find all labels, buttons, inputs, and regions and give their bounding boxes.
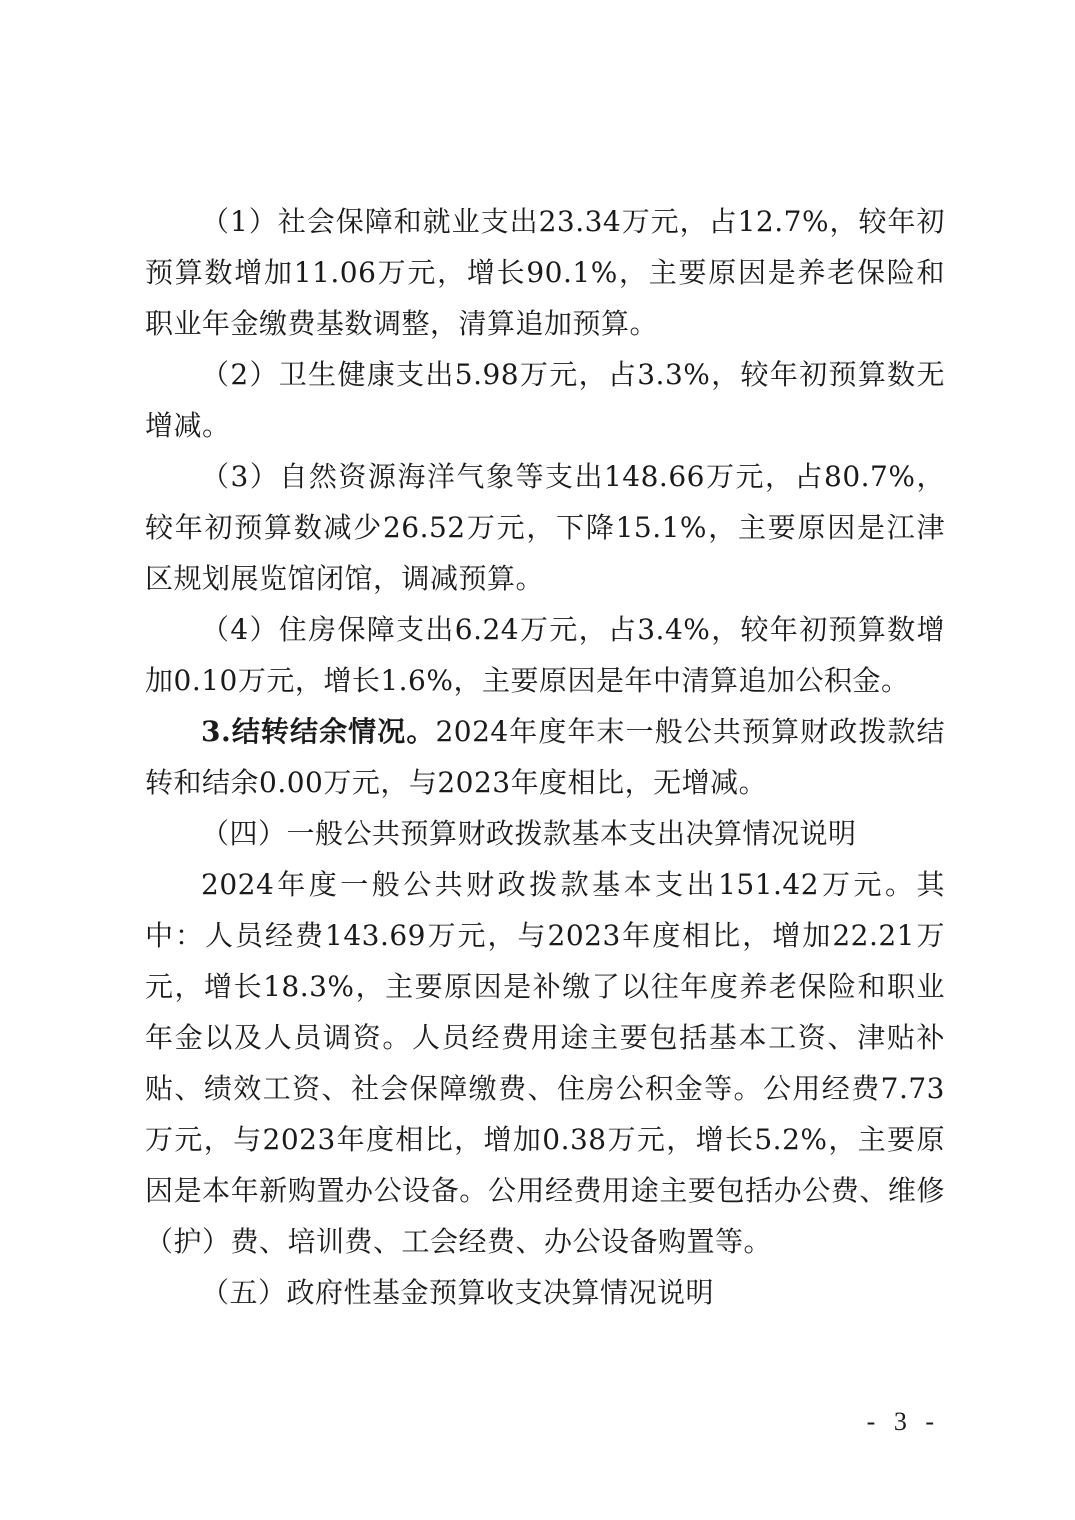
document-body — [145, 196, 945, 1318]
section-heading-basic-expenditure: （四）一般公共预算财政拨款基本支出决算情况说明 — [201, 817, 857, 850]
section-heading-government-fund: （五）政府性基金预算收支决算情况说明 — [201, 1276, 715, 1309]
paragraph-natural-resources: （3）自然资源海洋气象等支出148.66万元，占80.7%，较年初预算数减少26.52万元，下降15.1%，主要原因是江津区规划展览馆闭馆，调减预算。 — [145, 460, 945, 595]
paragraph-social-security: （1）社会保障和就业支出23.34万元，占12.7%，较年初预算数增加11.06万元，增长90.1%，主要原因是养老保险和职业年金缴费基数调整，清算追加预算。 — [145, 205, 945, 340]
paragraph-health: （2）卫生健康支出5.98万元，占3.3%，较年初预算数无增减。 — [145, 358, 945, 442]
carryover-text: 2024年度年末一般公共预算财政拨款结转和结余0.00万元，与2023年度相比，无增减。 — [145, 715, 946, 799]
carryover-title: 3.结转结余情况。 — [201, 715, 436, 748]
paragraph-housing: （4）住房保障支出6.24万元，占3.4%，较年初预算数增加0.10万元，增长1.6%，主要原因是年中清算追加公积金。 — [145, 613, 945, 697]
page-number: - 3 - — [866, 1407, 940, 1436]
paragraph-carryover — [145, 706, 945, 808]
paragraph-basic-expenditure: 2024年度一般公共财政拨款基本支出151.42万元。其中：人员经费143.69万元，与2023年度相比，增加22.21万元，增长18.3%，主要原因是补缴了以往年度养老保险和职业年金以及人员调资。人员经费用途主要包括基本工资、津贴补贴、绩效工资、社会保障缴费、住房公积金等。公用经费7.73万元，与2023年度相比，增加0.38万元，增长5.2%，主要原因是本年新购置办公设备。公用经费用途主要包括办公费、维修（护）费、培训费、工会经费、办公设备购置等。 — [145, 868, 945, 1258]
